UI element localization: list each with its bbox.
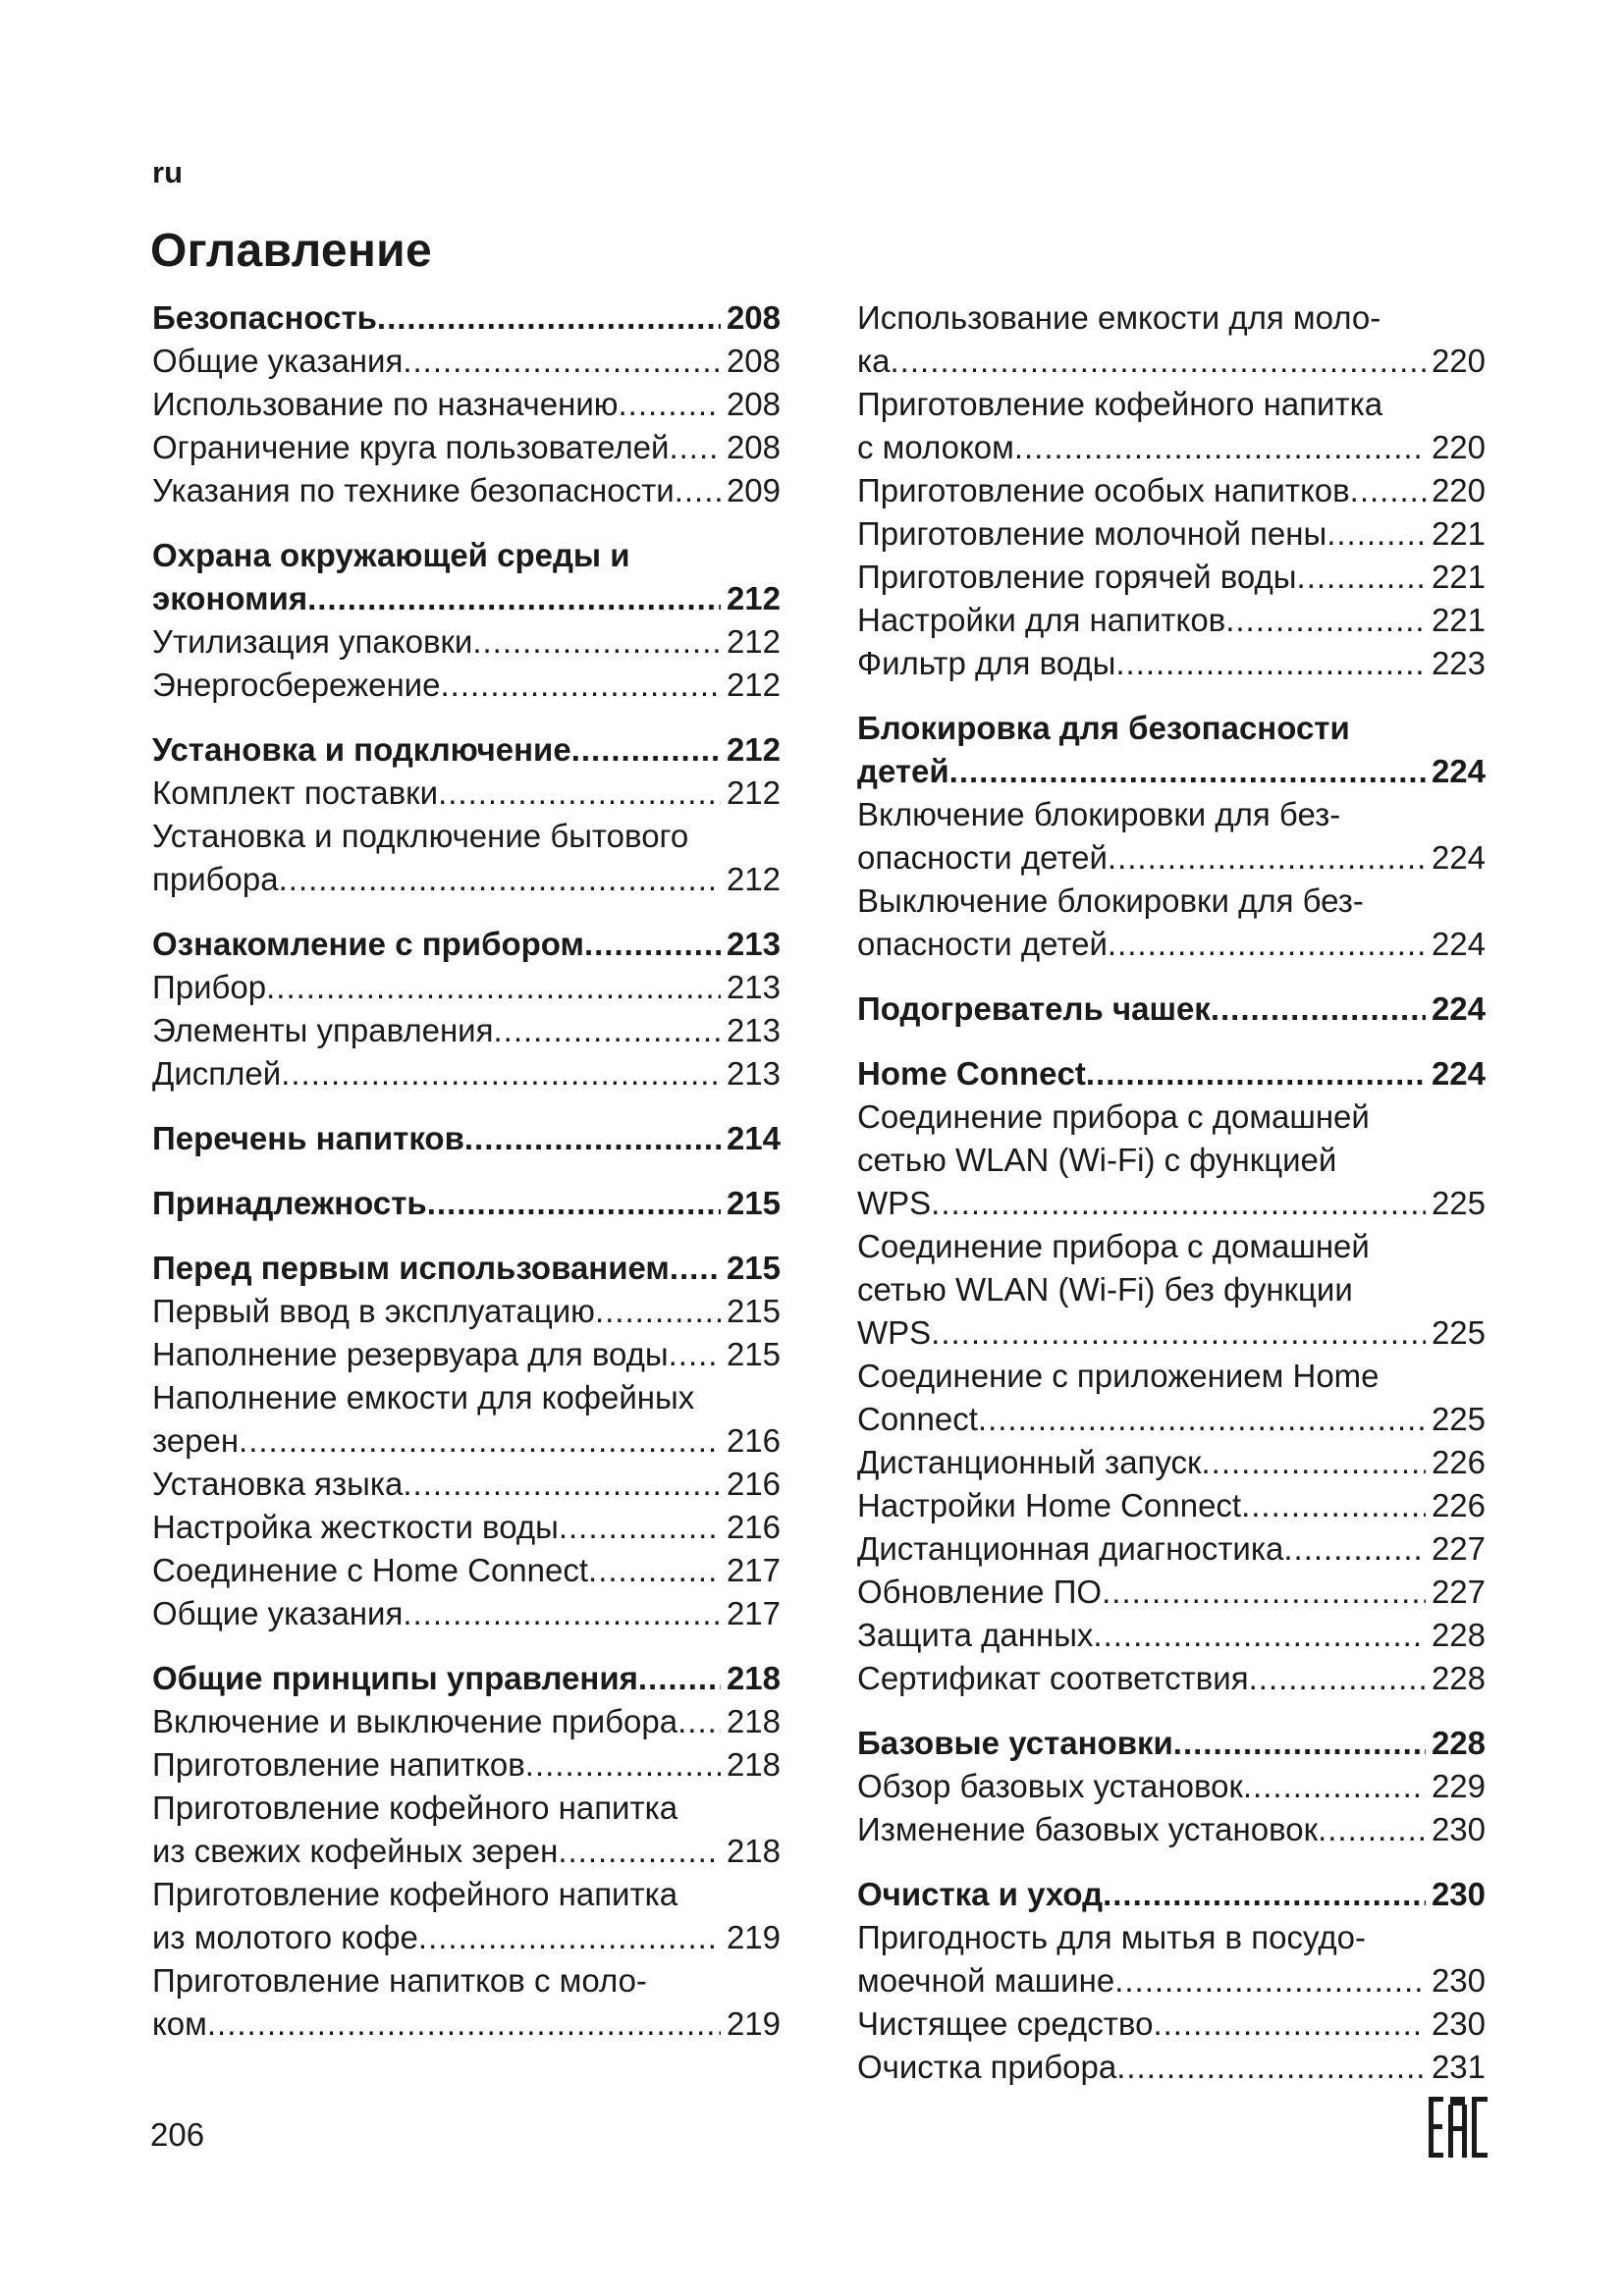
toc-entry[interactable] <box>857 1657 1495 1700</box>
toc-entry-page: 218 <box>726 1703 781 1739</box>
dot-leader <box>1326 512 1426 556</box>
toc-entry[interactable] <box>857 1441 1495 1484</box>
toc-entry-page: 221 <box>1431 559 1486 595</box>
dot-leader <box>1225 599 1426 642</box>
toc-entry[interactable] <box>152 1700 790 1743</box>
toc-entry[interactable] <box>152 1549 790 1592</box>
toc-entry[interactable] <box>857 1484 1495 1527</box>
toc-entry-page: 230 <box>1431 1876 1486 1912</box>
toc-section <box>152 1657 790 2046</box>
toc-entry[interactable] <box>152 620 790 664</box>
toc-entry-title: Дисплей <box>152 1055 282 1092</box>
dot-leader <box>239 1419 721 1463</box>
toc-entry[interactable] <box>857 296 1495 383</box>
toc-entry-page: 227 <box>1431 1574 1486 1610</box>
toc-entry-title-line: Пригодность для мытья в посудо- <box>857 1919 1366 1955</box>
toc-section <box>857 1052 1495 1700</box>
toc-entry-title-line: Наполнение емкости для кофейных <box>152 1379 695 1415</box>
toc-entry[interactable] <box>152 1873 790 1959</box>
toc-entry[interactable] <box>857 1355 1495 1441</box>
dot-leader <box>307 577 721 620</box>
dot-leader <box>493 1009 720 1052</box>
toc-column-left <box>152 296 790 2067</box>
toc-entry-page: 228 <box>1431 1660 1486 1696</box>
toc-entry-title: Home Connect <box>857 1055 1086 1092</box>
toc-entry-title: ком <box>152 2005 207 2042</box>
toc-entry-title: Приготовление горячей воды <box>857 559 1297 595</box>
toc-entry-page: 224 <box>1431 1055 1486 1092</box>
toc-section-heading[interactable] <box>857 1873 1495 1916</box>
toc-entry-title: Прибор <box>152 969 267 1005</box>
toc-entry-page: 228 <box>1431 1617 1486 1653</box>
toc-entry-title: Изменение базовых установок <box>857 1811 1319 1847</box>
toc-entry-title: Ознакомление с прибором <box>152 926 584 962</box>
toc-entry[interactable] <box>152 664 790 707</box>
dot-leader <box>1086 1052 1426 1095</box>
toc-entry-title: Connect <box>857 1401 978 1437</box>
toc-entry-title-line: Приготовление кофейного напитка <box>152 1789 678 1826</box>
toc-entry[interactable] <box>152 1787 790 1873</box>
dot-leader <box>1116 2046 1426 2089</box>
dot-leader <box>949 750 1426 793</box>
toc-section <box>152 1247 790 1635</box>
toc-entry-page: 220 <box>1431 343 1486 379</box>
toc-entry-title: Очистка и уход <box>857 1876 1104 1912</box>
toc-entry-page: 216 <box>726 1466 781 1502</box>
dot-leader <box>1350 469 1426 512</box>
dot-leader <box>978 1398 1426 1441</box>
toc-section <box>857 1873 1495 2089</box>
toc-section <box>857 707 1495 966</box>
toc-entry-title: Установка языка <box>152 1466 404 1502</box>
toc-section <box>152 296 790 512</box>
toc-entry-title-line: Блокировка для безопасности <box>857 710 1350 746</box>
toc-entry-title: Принадлежность <box>152 1185 427 1221</box>
toc-section-heading[interactable] <box>152 1247 790 1290</box>
toc-entry-page: 220 <box>1431 429 1486 465</box>
dot-leader <box>281 1052 721 1095</box>
toc-entry[interactable] <box>857 1571 1495 1614</box>
toc-entry-title-line: сетью WLAN (Wi-Fi) без функции <box>857 1271 1353 1308</box>
dot-leader <box>403 1592 721 1635</box>
toc-section-heading[interactable] <box>857 988 1495 1031</box>
toc-entry-page: 217 <box>726 1595 781 1631</box>
toc-entry-page: 227 <box>1431 1530 1486 1567</box>
toc-entry-title: Чистящее средство <box>857 2005 1154 2042</box>
toc-entry-title: Очистка прибора <box>857 2049 1117 2085</box>
toc-entry-title: Подогреватель чашек <box>857 990 1211 1027</box>
toc-entry-title-line: Использование емкости для моло- <box>857 299 1381 336</box>
language-code: ru <box>152 155 183 189</box>
toc-entry[interactable] <box>857 1095 1495 1225</box>
dot-leader <box>891 340 1426 383</box>
toc-entry-title: Приготовление напитков <box>152 1746 525 1783</box>
dot-leader <box>1249 1657 1426 1700</box>
toc-entry-title: Фильтр для воды <box>857 645 1116 681</box>
toc-entry-page: 218 <box>726 1833 781 1869</box>
toc-entry[interactable] <box>857 1916 1495 2002</box>
dot-leader <box>677 1700 721 1743</box>
toc-entry-page: 219 <box>726 2005 781 2042</box>
toc-entry-title: с молоком <box>857 429 1014 465</box>
toc-entry-title-line: Соединение с приложением Home <box>857 1358 1380 1394</box>
toc-entry[interactable] <box>152 1463 790 1506</box>
toc-section <box>152 534 790 707</box>
toc-entry-title: прибора <box>152 861 279 897</box>
toc-entry-title: WPS <box>857 1185 932 1221</box>
toc-entry-title-line: Выключение блокировки для без- <box>857 882 1364 919</box>
toc-entry-title: из молотого кофе <box>152 1919 418 1955</box>
toc-entry[interactable] <box>152 1290 790 1333</box>
toc-entry-title-line: сетью WLAN (Wi-Fi) с функцией <box>857 1142 1337 1178</box>
toc-entry-title: Перед первым использованием <box>152 1250 670 1286</box>
dot-leader <box>1243 1765 1426 1808</box>
dot-leader <box>670 1247 721 1290</box>
toc-entry-title: Наполнение резервуара для воды <box>152 1336 669 1372</box>
toc-entry[interactable] <box>857 1765 1495 1808</box>
toc-entry[interactable] <box>152 1333 790 1376</box>
toc-entry-title: опасности детей <box>857 926 1108 962</box>
toc-entry-page: 219 <box>726 1919 781 1955</box>
toc-entry-title-line: Соединение прибора с домашней <box>857 1228 1370 1264</box>
toc-entry-title: Включение и выключение прибора <box>152 1703 678 1739</box>
toc-entry[interactable] <box>152 1592 790 1635</box>
toc-entry-title: опасности детей <box>857 839 1108 876</box>
toc-entry[interactable] <box>857 556 1495 599</box>
toc-entry-page: 224 <box>1431 926 1486 962</box>
dot-leader <box>571 728 721 772</box>
dot-leader <box>427 1182 721 1225</box>
toc-entry[interactable] <box>152 426 790 469</box>
toc-section-heading[interactable] <box>152 1117 790 1160</box>
toc-entry[interactable] <box>857 1527 1495 1571</box>
toc-entry[interactable] <box>857 2046 1495 2089</box>
toc-entry-page: 212 <box>726 731 781 768</box>
toc-entry-page: 223 <box>1431 645 1486 681</box>
toc-entry-title: ка <box>857 343 891 379</box>
toc-entry-title: Настройки для напитков <box>857 602 1226 638</box>
dot-leader <box>1102 1571 1426 1614</box>
toc-section-heading[interactable] <box>152 1182 790 1225</box>
toc-section-heading[interactable] <box>152 728 790 772</box>
toc-entry-title: Защита данных <box>857 1617 1094 1653</box>
dot-leader <box>1297 556 1426 599</box>
toc-entry-title: из свежих кофейных зерен <box>152 1833 559 1869</box>
toc-entry-title-line: Установка и подключение бытового <box>152 818 689 854</box>
toc-entry[interactable] <box>152 1052 790 1095</box>
toc-entry-page: 225 <box>1431 1401 1486 1437</box>
toc-entry-title: Перечень напитков <box>152 1120 464 1156</box>
toc-entry-title: Приготовление особых напитков <box>857 472 1350 508</box>
dot-leader <box>377 296 721 340</box>
toc-section-heading[interactable] <box>152 296 790 340</box>
toc-entry-title: Первый ввод в эксплуатацию <box>152 1293 595 1329</box>
toc-entry-page: 230 <box>1431 2005 1486 2042</box>
toc-section-heading[interactable] <box>857 1052 1495 1095</box>
toc-entry-title: Общие принципы управления <box>152 1660 638 1696</box>
dot-leader <box>1211 988 1426 1031</box>
toc-section <box>857 1722 1495 1851</box>
toc-entry-title: Общие указания <box>152 343 404 379</box>
dot-leader <box>1201 1441 1425 1484</box>
toc-entry-page: 208 <box>726 386 781 422</box>
toc-entry-title: моечной машине <box>857 1962 1115 1999</box>
dot-leader <box>1318 1808 1426 1851</box>
toc-entry-page: 224 <box>1431 839 1486 876</box>
toc-entry-page: 212 <box>726 580 781 616</box>
toc-entry-page: 225 <box>1431 1185 1486 1221</box>
dot-leader <box>403 340 721 383</box>
toc-entry[interactable] <box>857 793 1495 880</box>
toc-entry-page: 224 <box>1431 990 1486 1027</box>
toc-entry-title: Энергосбережение <box>152 667 441 703</box>
toc-entry-title: Комплект поставки <box>152 774 439 811</box>
dot-leader <box>669 426 721 469</box>
toc-entry-page: 215 <box>726 1185 781 1221</box>
toc-section <box>152 728 790 901</box>
toc-entry-page: 213 <box>726 1012 781 1048</box>
dot-leader <box>440 664 720 707</box>
toc-entry[interactable] <box>857 512 1495 556</box>
toc-entry-page: 218 <box>726 1746 781 1783</box>
toc-entry[interactable] <box>152 1376 790 1463</box>
toc-entry[interactable] <box>152 772 790 815</box>
toc-entry[interactable] <box>857 642 1495 685</box>
toc-entry-page: 212 <box>726 623 781 660</box>
dot-leader <box>403 1463 721 1506</box>
toc-entry-title-line: Соединение прибора с домашней <box>857 1098 1370 1135</box>
dot-leader <box>438 772 721 815</box>
toc-entry-page: 213 <box>726 969 781 1005</box>
dot-leader <box>418 1916 721 1959</box>
toc-entry-page: 216 <box>726 1422 781 1459</box>
dot-leader <box>588 1549 721 1592</box>
eac-mark-logo <box>1429 2097 1488 2158</box>
dot-leader <box>931 1311 1426 1355</box>
dot-leader <box>1241 1484 1426 1527</box>
dot-leader <box>1014 426 1426 469</box>
toc-entry[interactable] <box>857 2002 1495 2046</box>
dot-leader <box>207 2002 721 2046</box>
dot-leader <box>279 858 721 901</box>
toc-entry-page: 213 <box>726 926 781 962</box>
toc-entry[interactable] <box>857 1225 1495 1355</box>
toc-entry-page: 212 <box>726 667 781 703</box>
toc-entry-page: 215 <box>726 1250 781 1286</box>
toc-section <box>152 1182 790 1225</box>
toc-entry-page: 221 <box>1431 515 1486 552</box>
dot-leader <box>266 966 721 1009</box>
toc-entry-title: Базовые установки <box>857 1725 1173 1761</box>
toc-section <box>857 988 1495 1031</box>
toc-entry[interactable] <box>152 1743 790 1787</box>
toc-entry-title-line: Приготовление кофейного напитка <box>857 386 1383 422</box>
toc-entry-title: Утилизация упаковки <box>152 623 473 660</box>
toc-entry-page: 229 <box>1431 1768 1486 1804</box>
toc-entry[interactable] <box>152 383 790 426</box>
toc-entry-title: Обзор базовых установок <box>857 1768 1243 1804</box>
dot-leader <box>559 1506 721 1549</box>
toc-entry-page: 226 <box>1431 1487 1486 1523</box>
toc-entry-title: экономия <box>152 580 308 616</box>
toc-entry-page: 225 <box>1431 1314 1486 1351</box>
toc-entry-page: 221 <box>1431 602 1486 638</box>
toc-entry[interactable] <box>857 599 1495 642</box>
dot-leader <box>1114 1959 1426 2002</box>
toc-entry-title: Дистанционная диагностика <box>857 1530 1284 1567</box>
toc-entry[interactable] <box>857 880 1495 966</box>
dot-leader <box>1283 1527 1426 1571</box>
toc-entry-title: детей <box>857 753 949 789</box>
toc-entry-page: 216 <box>726 1509 781 1545</box>
toc-entry-title: Обновление ПО <box>857 1574 1103 1610</box>
toc-entry-page: 214 <box>726 1120 781 1156</box>
dot-leader <box>619 383 721 426</box>
toc-section-heading[interactable] <box>152 534 790 620</box>
dot-leader <box>525 1743 721 1787</box>
dot-leader <box>638 1657 721 1700</box>
toc-entry[interactable] <box>152 469 790 512</box>
toc-section <box>152 1117 790 1160</box>
toc-entry-page: 226 <box>1431 1444 1486 1480</box>
toc-entry-title: Сертификат соответствия <box>857 1660 1249 1696</box>
toc-entry-title: Настройки Home Connect <box>857 1487 1242 1523</box>
toc-entry-title: Элементы управления <box>152 1012 494 1048</box>
toc-entry[interactable] <box>857 1808 1495 1851</box>
toc-section-heading[interactable] <box>857 1722 1495 1765</box>
toc-entry-title: Безопасность <box>152 299 377 336</box>
toc-section <box>152 923 790 1095</box>
dot-leader <box>1173 1722 1426 1765</box>
toc-entry[interactable] <box>152 340 790 383</box>
toc-entry-page: 220 <box>1431 472 1486 508</box>
toc-entry-title: Общие указания <box>152 1595 404 1631</box>
toc-section <box>857 296 1495 685</box>
toc-entry-title: Ограничение круга пользователей <box>152 429 670 465</box>
toc-section-heading[interactable] <box>857 707 1495 793</box>
toc-entry-page: 212 <box>726 774 781 811</box>
toc-section-heading[interactable] <box>152 1657 790 1700</box>
toc-entry[interactable] <box>857 1614 1495 1657</box>
toc-entry-page: 209 <box>726 472 781 508</box>
toc-entry[interactable] <box>152 815 790 901</box>
dot-leader <box>1108 836 1426 880</box>
toc-column-right <box>857 296 1495 2110</box>
toc-entry-page: 215 <box>726 1336 781 1372</box>
toc-entry-page: 208 <box>726 343 781 379</box>
dot-leader <box>1115 642 1426 685</box>
toc-entry-title: Приготовление молочной пены <box>857 515 1327 552</box>
toc-entry[interactable] <box>152 1959 790 2046</box>
toc-entry-page: 230 <box>1431 1962 1486 1999</box>
toc-entry-page: 213 <box>726 1055 781 1092</box>
dot-leader <box>584 923 721 966</box>
toc-entry[interactable] <box>152 1009 790 1052</box>
toc-entry-title-line: Охрана окружающей среды и <box>152 537 630 573</box>
dot-leader <box>931 1182 1426 1225</box>
dot-leader <box>558 1830 721 1873</box>
toc-entry-page: 218 <box>726 1660 781 1696</box>
toc-entry[interactable] <box>857 383 1495 469</box>
toc-entry-page: 231 <box>1431 2049 1486 2085</box>
toc-entry-page: 228 <box>1431 1725 1486 1761</box>
dot-leader <box>1093 1614 1426 1657</box>
toc-entry-title: Указания по технике безопасности <box>152 472 675 508</box>
toc-entry-title-line: Включение блокировки для без- <box>857 796 1341 832</box>
toc-entry-title: Соединение с Home Connect <box>152 1552 589 1588</box>
dot-leader <box>1153 2002 1426 2046</box>
toc-entry[interactable] <box>152 966 790 1009</box>
dot-leader <box>675 469 721 512</box>
toc-entry-page: 208 <box>726 299 781 336</box>
dot-leader <box>464 1117 721 1160</box>
toc-entry[interactable] <box>152 1506 790 1549</box>
toc-entry-title-line: Приготовление напитков с моло- <box>152 1962 647 1999</box>
toc-entry-page: 230 <box>1431 1811 1486 1847</box>
toc-entry-page: 217 <box>726 1552 781 1588</box>
page-number: 206 <box>150 2116 205 2153</box>
dot-leader <box>472 620 721 664</box>
toc-entry[interactable] <box>857 469 1495 512</box>
page-title: Оглавление <box>150 225 432 277</box>
toc-entry-title: зерен <box>152 1422 240 1459</box>
toc-entry-title: Установка и подключение <box>152 731 571 768</box>
toc-entry-page: 215 <box>726 1293 781 1329</box>
toc-entry-title: WPS <box>857 1314 932 1351</box>
toc-entry-title-line: Приготовление кофейного напитка <box>152 1876 678 1912</box>
toc-entry-title: Использование по назначению <box>152 386 619 422</box>
toc-entry-page: 224 <box>1431 753 1486 789</box>
toc-entry-page: 212 <box>726 861 781 897</box>
toc-entry-page: 208 <box>726 429 781 465</box>
dot-leader <box>1103 1873 1426 1916</box>
dot-leader <box>595 1290 721 1333</box>
toc-section-heading[interactable] <box>152 923 790 966</box>
dot-leader <box>1108 923 1426 966</box>
toc-entry-title: Дистанционный запуск <box>857 1444 1202 1480</box>
dot-leader <box>669 1333 721 1376</box>
toc-entry-title: Настройка жесткости воды <box>152 1509 559 1545</box>
